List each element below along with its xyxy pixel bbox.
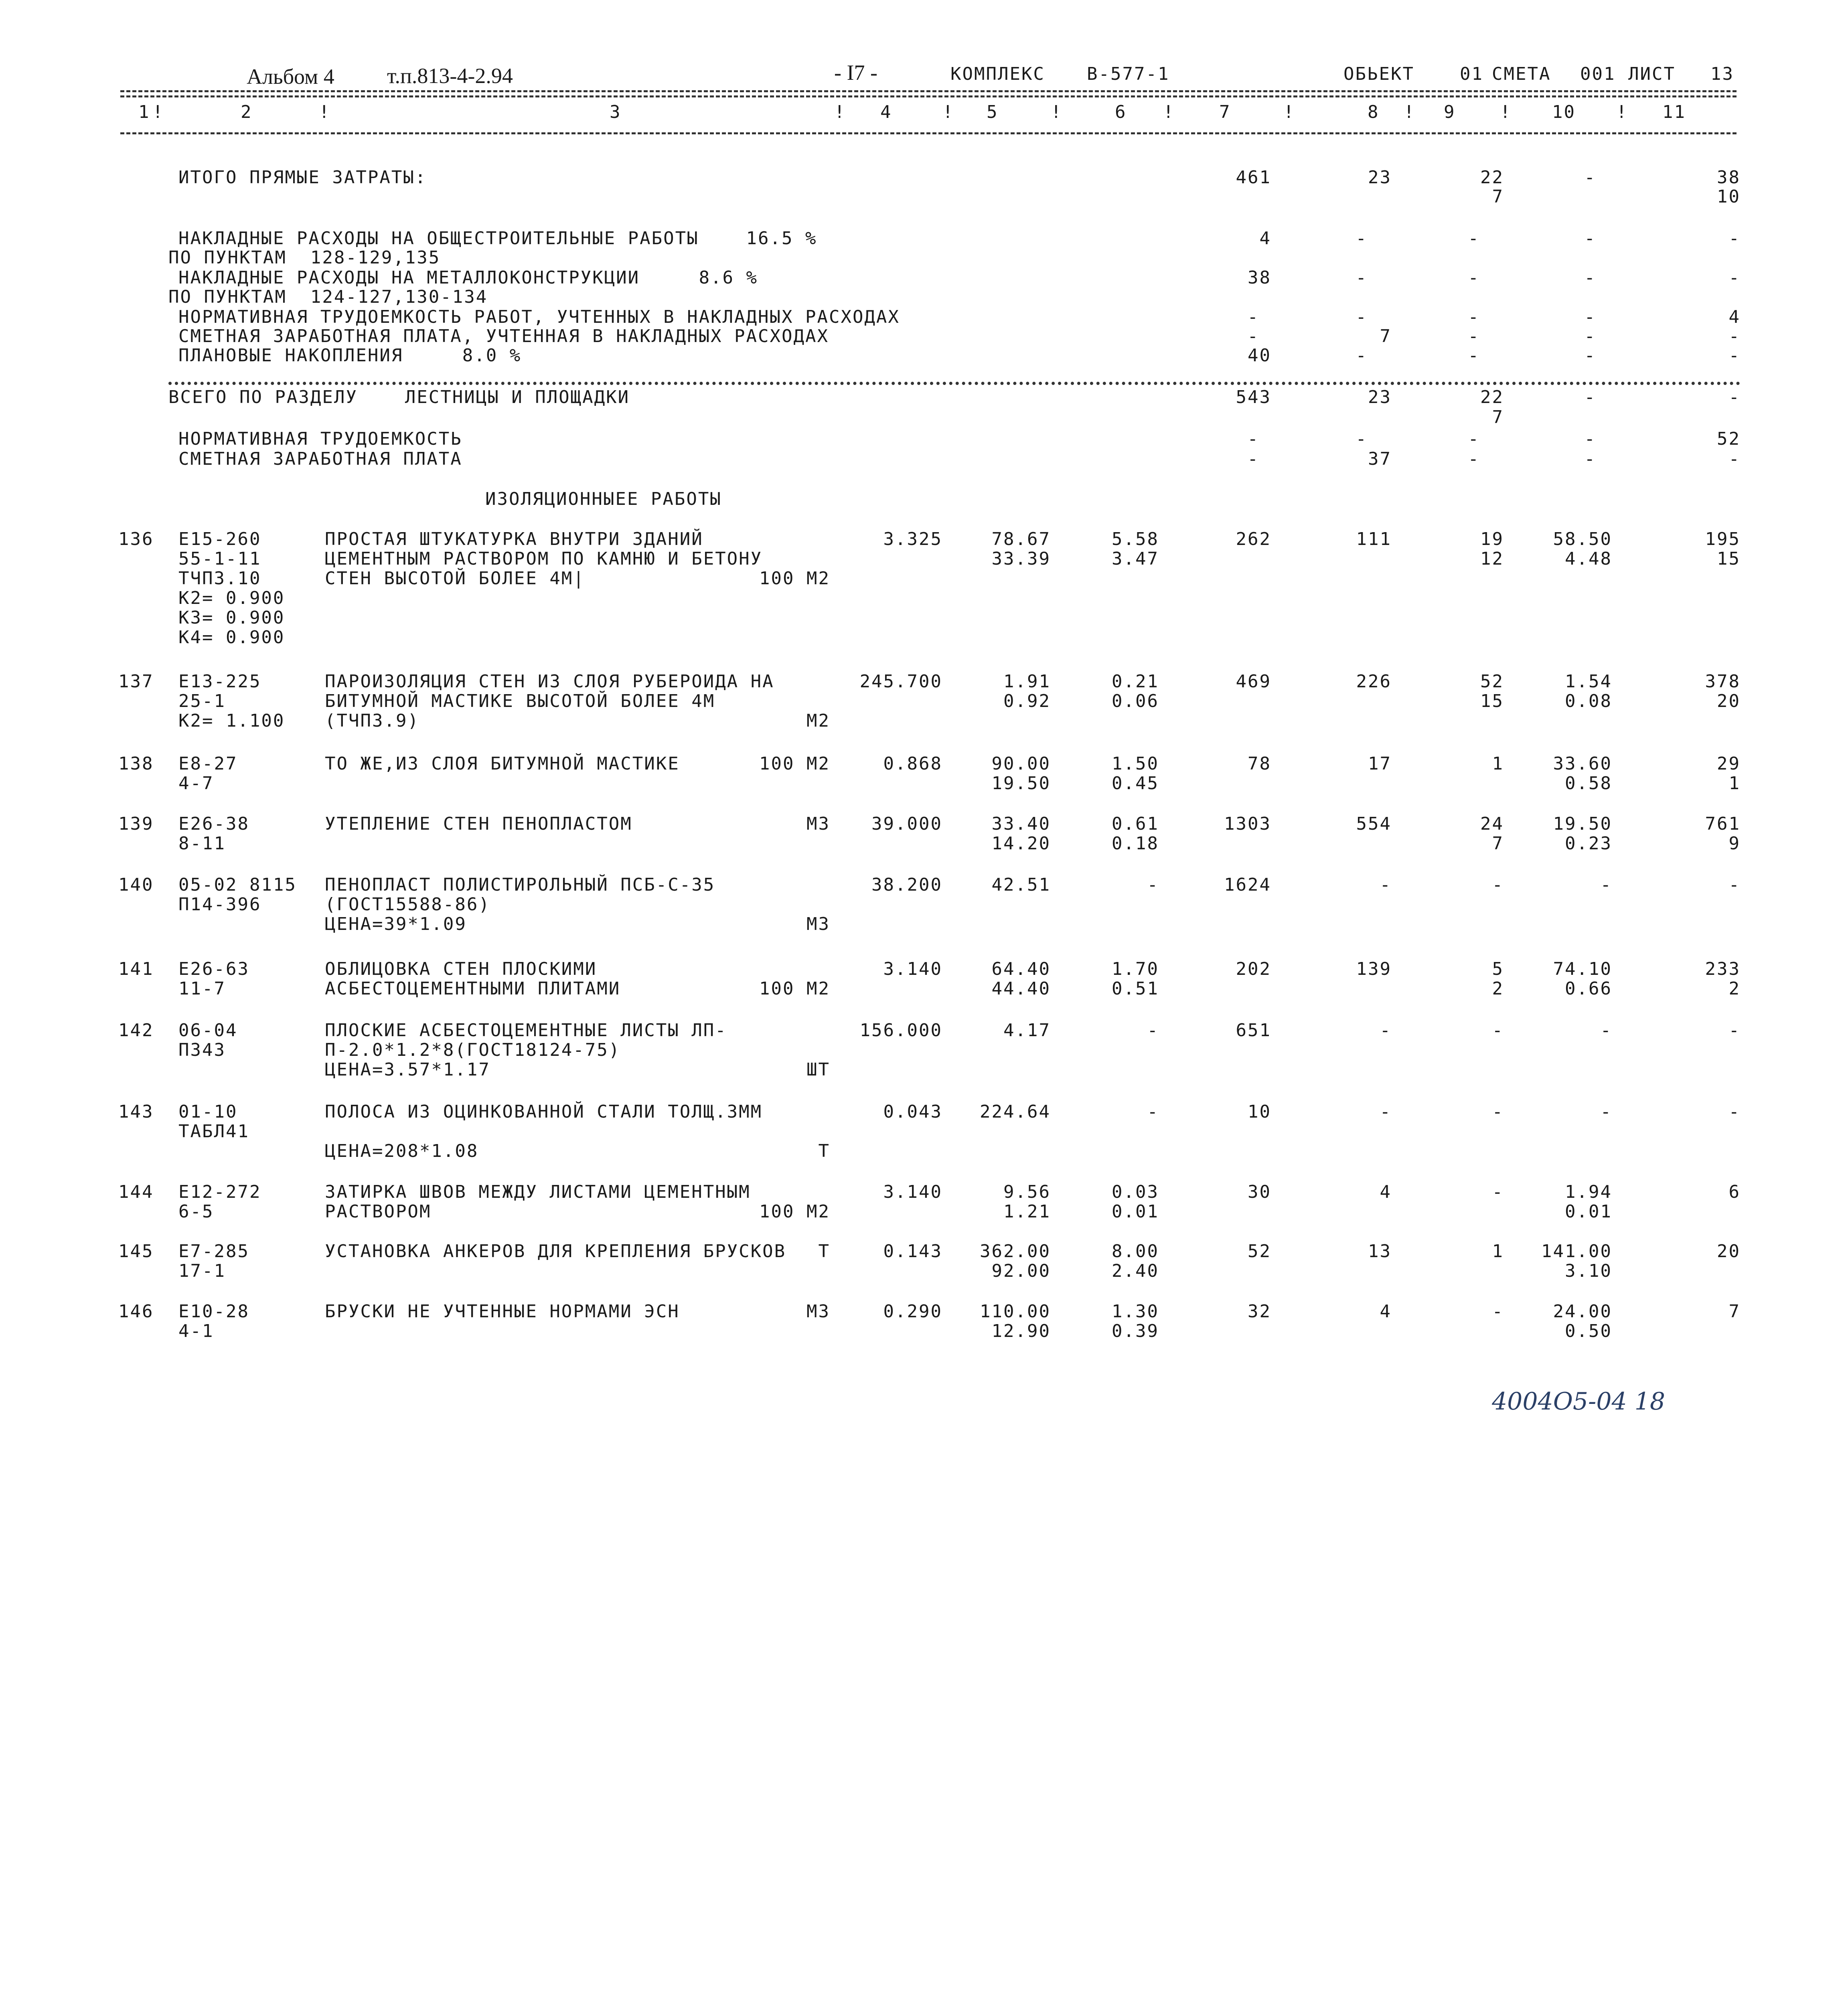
item-c7: 52 bbox=[1248, 1241, 1271, 1262]
col-num-1: 1 bbox=[138, 102, 150, 122]
col-sep: ! bbox=[152, 102, 164, 122]
item-c10: 0.50 bbox=[1565, 1321, 1612, 1341]
section-total-label: ВСЕГО ПО РАЗДЕЛУ ЛЕСТНИЦЫ И ПЛОЩАДКИ bbox=[168, 387, 630, 407]
object-number: 01 bbox=[1460, 64, 1483, 84]
item-c5: 42.51 bbox=[991, 875, 1051, 895]
col-sep: ! bbox=[1500, 102, 1512, 122]
item-c7: 10 bbox=[1248, 1102, 1271, 1122]
planned-savings-c11: - bbox=[1728, 345, 1741, 366]
item-c9: 12 bbox=[1480, 549, 1504, 569]
item-c7: 262 bbox=[1236, 529, 1271, 549]
item-c5: 12.90 bbox=[991, 1321, 1051, 1341]
item-description: УСТАНОВКА АНКЕРОВ ДЛЯ КРЕПЛЕНИЯ БРУСКОВ bbox=[325, 1241, 786, 1262]
item-code: 6-5 bbox=[178, 1201, 214, 1222]
item-c5: 92.00 bbox=[991, 1261, 1051, 1281]
item-c9: - bbox=[1492, 1182, 1504, 1202]
item-c8: 554 bbox=[1356, 814, 1392, 834]
item-c6: 0.01 bbox=[1112, 1201, 1159, 1222]
item-c9: 52 bbox=[1480, 671, 1504, 692]
item-unit: М2 bbox=[806, 711, 830, 731]
item-c8: 4 bbox=[1380, 1182, 1392, 1202]
item-c8: - bbox=[1380, 1102, 1392, 1122]
col-num-5: 5 bbox=[987, 102, 999, 122]
item-description: ЦЕМЕНТНЫМ РАСТВОРОМ ПО КАМНЮ И БЕТОНУ bbox=[325, 549, 763, 569]
item-c6: 0.03 bbox=[1112, 1182, 1159, 1202]
item-number: 143 bbox=[118, 1102, 154, 1122]
item-c7: 202 bbox=[1236, 959, 1271, 979]
smeta-number: 001 bbox=[1580, 64, 1616, 84]
item-c8: 4 bbox=[1380, 1301, 1392, 1322]
section-total-c11: - bbox=[1728, 387, 1741, 407]
col-num-6: 6 bbox=[1115, 102, 1127, 122]
item-description: ПОЛОСА ИЗ ОЦИНКОВАННОЙ СТАЛИ ТОЛЩ.3ММ bbox=[325, 1102, 763, 1122]
item-c9: 19 bbox=[1480, 529, 1504, 549]
wage-overhead-c7: - bbox=[1247, 326, 1259, 346]
wage-c9: - bbox=[1468, 449, 1480, 469]
item-c10: - bbox=[1600, 875, 1612, 895]
item-c5: 44.40 bbox=[991, 978, 1051, 999]
item-unit: Т bbox=[818, 1241, 830, 1262]
planned-savings-c10: - bbox=[1584, 345, 1596, 366]
overhead-metal-c8: - bbox=[1356, 267, 1368, 288]
item-c6: 0.06 bbox=[1112, 691, 1159, 711]
section-total-rule bbox=[168, 382, 1741, 385]
direct-costs-c11: 38 bbox=[1717, 167, 1741, 188]
item-c7: 1624 bbox=[1224, 875, 1271, 895]
norm-labor-overhead-c9: - bbox=[1468, 307, 1480, 327]
item-description: БИТУМНОЙ МАСТИКЕ ВЫСОТОЙ БОЛЕЕ 4М bbox=[325, 691, 715, 711]
item-c6: - bbox=[1147, 1020, 1159, 1041]
item-c6: - bbox=[1147, 1102, 1159, 1122]
item-c10: 141.00 bbox=[1541, 1241, 1612, 1262]
complex-code: В-577-1 bbox=[1087, 64, 1170, 84]
item-c6: 2.40 bbox=[1112, 1261, 1159, 1281]
handwritten-note: 4004О5-04 18 bbox=[1492, 1387, 1666, 1416]
item-c8: 226 bbox=[1356, 671, 1392, 692]
col-sep: ! bbox=[1163, 102, 1175, 122]
item-c10: 1.54 bbox=[1565, 671, 1612, 692]
item-c5: 4.17 bbox=[1003, 1020, 1051, 1041]
norm-labor-overhead-c8: - bbox=[1356, 307, 1368, 327]
item-c11: 2 bbox=[1728, 978, 1741, 999]
norm-labor-overhead-label: НОРМАТИВНАЯ ТРУДОЕМКОСТЬ РАБОТ, УЧТЕННЫХ В НАКЛАДНЫХ РАСХОДАХ bbox=[178, 307, 900, 327]
item-c11: 378 bbox=[1705, 671, 1741, 692]
item-c6: 0.39 bbox=[1112, 1321, 1159, 1341]
section-total-c7: 543 bbox=[1236, 387, 1271, 407]
item-c6: 1.50 bbox=[1112, 753, 1159, 774]
item-code: Е26-63 bbox=[178, 959, 249, 979]
item-c11: 7 bbox=[1728, 1301, 1741, 1322]
item-description: ЗАТИРКА ШВОВ МЕЖДУ ЛИСТАМИ ЦЕМЕНТНЫМ bbox=[325, 1182, 751, 1202]
wage-overhead-c10: - bbox=[1584, 326, 1596, 346]
norm-labor-overhead-c10: - bbox=[1584, 307, 1596, 327]
item-unit: Т bbox=[818, 1141, 830, 1161]
overhead-general-c11: - bbox=[1728, 228, 1741, 249]
item-c10: 0.01 bbox=[1565, 1201, 1612, 1222]
item-c10: 3.10 bbox=[1565, 1261, 1612, 1281]
item-c11: 20 bbox=[1717, 691, 1741, 711]
item-description: УТЕПЛЕНИЕ СТЕН ПЕНОПЛАСТОМ bbox=[325, 814, 632, 834]
item-quantity: 38.200 bbox=[871, 875, 942, 895]
item-c9: 24 bbox=[1480, 814, 1504, 834]
col-sep: ! bbox=[834, 102, 846, 122]
item-code: 11-7 bbox=[178, 978, 226, 999]
item-c6: 0.51 bbox=[1112, 978, 1159, 999]
item-number: 142 bbox=[118, 1020, 154, 1041]
item-c8: 13 bbox=[1368, 1241, 1392, 1262]
item-c8: - bbox=[1380, 1020, 1392, 1041]
norm-labor-c11: 52 bbox=[1717, 429, 1741, 449]
item-description: АСБЕСТОЦЕМЕНТНЫМИ ПЛИТАМИ bbox=[325, 978, 621, 999]
header-rule-bottom bbox=[120, 132, 1737, 134]
item-c7: 78 bbox=[1248, 753, 1271, 774]
item-code: К2= 0.900 bbox=[178, 588, 285, 608]
item-c7: 469 bbox=[1236, 671, 1271, 692]
item-code: К3= 0.900 bbox=[178, 608, 285, 628]
item-code: ТЧП3.10 bbox=[178, 568, 261, 589]
item-description: ЦЕНА=39*1.09 bbox=[325, 914, 467, 934]
item-code: 25-1 bbox=[178, 691, 226, 711]
item-c5: 1.91 bbox=[1003, 671, 1051, 692]
item-number: 144 bbox=[118, 1182, 154, 1202]
item-code: 17-1 bbox=[178, 1261, 226, 1281]
item-description: (ТЧП3.9) bbox=[325, 711, 419, 731]
item-c5: 110.00 bbox=[980, 1301, 1051, 1322]
item-code: 8-11 bbox=[178, 833, 226, 854]
item-c11: 195 bbox=[1705, 529, 1741, 549]
item-code: Е26-38 bbox=[178, 814, 249, 834]
planned-savings-c8: - bbox=[1356, 345, 1368, 366]
item-c7: 32 bbox=[1248, 1301, 1271, 1322]
section-total-c9b: 7 bbox=[1492, 407, 1504, 427]
item-c10: 33.60 bbox=[1553, 753, 1612, 774]
col-num-11: 11 bbox=[1662, 102, 1686, 122]
item-description: ПЛОСКИЕ АСБЕСТОЦЕМЕНТНЫЕ ЛИСТЫ ЛП- bbox=[325, 1020, 727, 1041]
item-c11: - bbox=[1728, 1102, 1741, 1122]
item-c10: - bbox=[1600, 1020, 1612, 1041]
item-c9: 1 bbox=[1492, 1241, 1504, 1262]
col-sep: ! bbox=[1616, 102, 1628, 122]
item-code: Е8-27 bbox=[178, 753, 238, 774]
item-c9: 7 bbox=[1492, 833, 1504, 854]
item-c6: - bbox=[1147, 875, 1159, 895]
item-description: П-2.0*1.2*8(ГОСТ18124-75) bbox=[325, 1040, 621, 1060]
overhead-metal-c9: - bbox=[1468, 267, 1480, 288]
item-c9: - bbox=[1492, 1020, 1504, 1041]
item-c5: 64.40 bbox=[991, 959, 1051, 979]
col-sep: ! bbox=[942, 102, 954, 122]
item-quantity: 3.325 bbox=[883, 529, 942, 549]
col-num-10: 10 bbox=[1552, 102, 1576, 122]
item-number: 139 bbox=[118, 814, 154, 834]
item-c6: 1.70 bbox=[1112, 959, 1159, 979]
item-number: 145 bbox=[118, 1241, 154, 1262]
item-c5: 19.50 bbox=[991, 773, 1051, 794]
item-code: Е10-28 bbox=[178, 1301, 249, 1322]
item-c6: 8.00 bbox=[1112, 1241, 1159, 1262]
item-code: Е7-285 bbox=[178, 1241, 249, 1262]
item-c10: 1.94 bbox=[1565, 1182, 1612, 1202]
item-c6: 0.61 bbox=[1112, 814, 1159, 834]
item-c6: 0.21 bbox=[1112, 671, 1159, 692]
item-code: Е12-272 bbox=[178, 1182, 261, 1202]
wage-overhead-c11: - bbox=[1728, 326, 1741, 346]
smeta-label: СМЕТА bbox=[1492, 64, 1551, 84]
norm-labor-c8: - bbox=[1356, 429, 1368, 449]
wage-overhead-c9: - bbox=[1468, 326, 1480, 346]
item-number: 138 bbox=[118, 753, 154, 774]
planned-savings-c9: - bbox=[1468, 345, 1480, 366]
sheet-number: 13 bbox=[1710, 64, 1734, 84]
wage-c11: - bbox=[1728, 449, 1741, 469]
item-c10: 19.50 bbox=[1553, 814, 1612, 834]
item-c9: 1 bbox=[1492, 753, 1504, 774]
item-c5: 33.40 bbox=[991, 814, 1051, 834]
item-code: ТАБЛ41 bbox=[178, 1121, 249, 1142]
item-c10: 0.08 bbox=[1565, 691, 1612, 711]
item-number: 141 bbox=[118, 959, 154, 979]
norm-labor-label: НОРМАТИВНАЯ ТРУДОЕМКОСТЬ bbox=[178, 429, 462, 449]
header-rule-top-2 bbox=[120, 95, 1737, 97]
direct-costs-c9b: 7 bbox=[1492, 186, 1504, 207]
item-c11: 1 bbox=[1728, 773, 1741, 794]
item-c5: 90.00 bbox=[991, 753, 1051, 774]
item-number: 137 bbox=[118, 671, 154, 692]
item-c5: 1.21 bbox=[1003, 1201, 1051, 1222]
item-c7: 651 bbox=[1236, 1020, 1271, 1041]
item-quantity: 0.290 bbox=[883, 1301, 942, 1322]
direct-costs-c10: - bbox=[1584, 167, 1596, 188]
item-description: БРУСКИ НЕ УЧТЕННЫЕ НОРМАМИ ЭСН bbox=[325, 1301, 680, 1322]
item-c11: 233 bbox=[1705, 959, 1741, 979]
item-unit: 100 М2 bbox=[759, 1201, 830, 1222]
item-c6: 0.18 bbox=[1112, 833, 1159, 854]
norm-labor-c10: - bbox=[1584, 429, 1596, 449]
item-code: К4= 0.900 bbox=[178, 627, 285, 648]
overhead-metal-line1: НАКЛАДНЫЕ РАСХОДЫ НА МЕТАЛЛОКОНСТРУКЦИИ 8.6 % bbox=[178, 267, 758, 288]
item-c10: 0.58 bbox=[1565, 773, 1612, 794]
col-num-3: 3 bbox=[610, 102, 622, 122]
overhead-metal-c11: - bbox=[1728, 267, 1741, 288]
item-code: 4-1 bbox=[178, 1321, 214, 1341]
col-sep: ! bbox=[1283, 102, 1295, 122]
overhead-general-line2: ПО ПУНКТАМ 128-129,135 bbox=[168, 247, 441, 268]
planned-savings-label: ПЛАНОВЫЕ НАКОПЛЕНИЯ 8.0 % bbox=[178, 345, 522, 366]
item-c8: 139 bbox=[1356, 959, 1392, 979]
item-code: К2= 1.100 bbox=[178, 711, 285, 731]
overhead-metal-c10: - bbox=[1584, 267, 1596, 288]
planned-savings-c7: 40 bbox=[1248, 345, 1271, 366]
item-description: ЦЕНА=208*1.08 bbox=[325, 1141, 479, 1161]
col-num-4: 4 bbox=[880, 102, 892, 122]
item-code: 55-1-11 bbox=[178, 549, 261, 569]
item-c6: 5.58 bbox=[1112, 529, 1159, 549]
item-c10: 74.10 bbox=[1553, 959, 1612, 979]
item-c10: - bbox=[1600, 1102, 1612, 1122]
col-sep: ! bbox=[319, 102, 331, 122]
item-quantity: 3.140 bbox=[883, 1182, 942, 1202]
item-c9: 5 bbox=[1492, 959, 1504, 979]
item-description: ПЕНОПЛАСТ ПОЛИСТИРОЛЬНЫЙ ПСБ-С-35 bbox=[325, 875, 715, 895]
item-number: 140 bbox=[118, 875, 154, 895]
item-c10: 0.23 bbox=[1565, 833, 1612, 854]
item-description: ПАРОИЗОЛЯЦИЯ СТЕН ИЗ СЛОЯ РУБЕРОИДА НА bbox=[325, 671, 774, 692]
wage-overhead-c8: 7 bbox=[1380, 326, 1392, 346]
wage-c8: 37 bbox=[1368, 449, 1392, 469]
item-c11: 15 bbox=[1717, 549, 1741, 569]
item-c11: 9 bbox=[1728, 833, 1741, 854]
item-unit: М3 bbox=[806, 1301, 830, 1322]
item-number: 146 bbox=[118, 1301, 154, 1322]
item-description: ПРОСТАЯ ШТУКАТУРКА ВНУТРИ ЗДАНИЙ bbox=[325, 529, 703, 549]
item-c11: 761 bbox=[1705, 814, 1741, 834]
item-c8: 17 bbox=[1368, 753, 1392, 774]
item-c7: 30 bbox=[1248, 1182, 1271, 1202]
item-c6: 1.30 bbox=[1112, 1301, 1159, 1322]
item-quantity: 0.043 bbox=[883, 1102, 942, 1122]
item-description: (ГОСТ15588-86) bbox=[325, 894, 490, 915]
section-title: ИЗОЛЯЦИОННЫЕЕ РАБОТЫ bbox=[485, 489, 722, 509]
overhead-general-line1: НАКЛАДНЫЕ РАСХОДЫ НА ОБЩЕСТРОИТЕЛЬНЫЕ РАБОТЫ 16.5 % bbox=[178, 228, 817, 249]
overhead-metal-line2: ПО ПУНКТАМ 124-127,130-134 bbox=[168, 287, 488, 307]
item-unit: 100 М2 bbox=[759, 753, 830, 774]
item-c10: 24.00 bbox=[1553, 1301, 1612, 1322]
direct-costs-c7: 461 bbox=[1236, 167, 1271, 188]
object-label: ОБЬЕКТ bbox=[1343, 64, 1414, 84]
direct-costs-c9: 22 bbox=[1480, 167, 1504, 188]
col-num-7: 7 bbox=[1219, 102, 1231, 122]
overhead-general-c10: - bbox=[1584, 228, 1596, 249]
item-c11: 29 bbox=[1717, 753, 1741, 774]
item-c10: 4.48 bbox=[1565, 549, 1612, 569]
col-sep: ! bbox=[1404, 102, 1416, 122]
norm-labor-c7: - bbox=[1247, 429, 1259, 449]
item-c11: - bbox=[1728, 1020, 1741, 1041]
item-c11: 6 bbox=[1728, 1182, 1741, 1202]
item-code: Е15-260 bbox=[178, 529, 261, 549]
section-total-c10: - bbox=[1584, 387, 1596, 407]
section-total-c8: 23 bbox=[1368, 387, 1392, 407]
item-c6: 0.45 bbox=[1112, 773, 1159, 794]
wage-label: СМЕТНАЯ ЗАРАБОТНАЯ ПЛАТА bbox=[178, 449, 462, 469]
item-description: ЦЕНА=3.57*1.17 bbox=[325, 1059, 490, 1080]
item-c8: - bbox=[1380, 875, 1392, 895]
header-rule-top bbox=[120, 90, 1737, 92]
col-num-9: 9 bbox=[1444, 102, 1456, 122]
item-code: 01-10 bbox=[178, 1102, 238, 1122]
overhead-general-c8: - bbox=[1356, 228, 1368, 249]
item-description: РАСТВОРОМ bbox=[325, 1201, 432, 1222]
item-c9: - bbox=[1492, 1301, 1504, 1322]
item-quantity: 0.868 bbox=[883, 753, 942, 774]
item-quantity: 156.000 bbox=[859, 1020, 942, 1041]
item-quantity: 0.143 bbox=[883, 1241, 942, 1262]
direct-costs-label: ИТОГО ПРЯМЫЕ ЗАТРАТЫ: bbox=[178, 167, 427, 188]
item-unit: М3 bbox=[806, 814, 830, 834]
section-total-c9: 22 bbox=[1480, 387, 1504, 407]
item-unit: ШТ bbox=[806, 1059, 830, 1080]
norm-labor-overhead-c11: 4 bbox=[1728, 307, 1741, 327]
item-c9: - bbox=[1492, 1102, 1504, 1122]
tp-number: т.п.813-4-2.94 bbox=[387, 64, 513, 88]
norm-labor-c9: - bbox=[1468, 429, 1480, 449]
wage-c7: - bbox=[1247, 449, 1259, 469]
item-c6: 3.47 bbox=[1112, 549, 1159, 569]
complex-label: КОМПЛЕКС bbox=[950, 64, 1045, 84]
item-code: Е13-225 bbox=[178, 671, 261, 692]
item-code: 06-04 bbox=[178, 1020, 238, 1041]
item-quantity: 245.700 bbox=[859, 671, 942, 692]
item-quantity: 3.140 bbox=[883, 959, 942, 979]
item-unit: 100 М2 bbox=[759, 978, 830, 999]
item-number: 136 bbox=[118, 529, 154, 549]
direct-costs-c11b: 10 bbox=[1717, 186, 1741, 207]
item-description: ТО ЖЕ,ИЗ СЛОЯ БИТУМНОЙ МАСТИКЕ bbox=[325, 753, 680, 774]
wage-overhead-label: СМЕТНАЯ ЗАРАБОТНАЯ ПЛАТА, УЧТЕННАЯ В НАКЛАДНЫХ РАСХОДАХ bbox=[178, 326, 829, 346]
item-unit: 100 М2 bbox=[759, 568, 830, 589]
sheet-label: ЛИСТ bbox=[1628, 64, 1676, 84]
item-c5: 0.92 bbox=[1003, 691, 1051, 711]
overhead-metal-c7: 38 bbox=[1248, 267, 1271, 288]
item-code: 4-7 bbox=[178, 773, 214, 794]
item-c5: 224.64 bbox=[980, 1102, 1051, 1122]
item-c10: 0.66 bbox=[1565, 978, 1612, 999]
wage-c10: - bbox=[1584, 449, 1596, 469]
item-quantity: 39.000 bbox=[871, 814, 942, 834]
item-description: ОБЛИЦОВКА СТЕН ПЛОСКИМИ bbox=[325, 959, 597, 979]
norm-labor-overhead-c7: - bbox=[1247, 307, 1259, 327]
item-c5: 33.39 bbox=[991, 549, 1051, 569]
col-num-8: 8 bbox=[1368, 102, 1380, 122]
item-c10: 58.50 bbox=[1553, 529, 1612, 549]
col-num-2: 2 bbox=[241, 102, 253, 122]
item-c5: 78.67 bbox=[991, 529, 1051, 549]
item-code: П14-396 bbox=[178, 894, 261, 915]
item-c8: 111 bbox=[1356, 529, 1392, 549]
item-c11: - bbox=[1728, 875, 1741, 895]
item-description: СТЕН ВЫСОТОЙ БОЛЕЕ 4М| bbox=[325, 568, 585, 589]
item-c9: 15 bbox=[1480, 691, 1504, 711]
page-number: - I7 - bbox=[834, 61, 877, 85]
item-c9: 2 bbox=[1492, 978, 1504, 999]
direct-costs-c8: 23 bbox=[1368, 167, 1392, 188]
item-unit: М3 bbox=[806, 914, 830, 934]
item-c7: 1303 bbox=[1224, 814, 1271, 834]
item-c5: 14.20 bbox=[991, 833, 1051, 854]
col-sep: ! bbox=[1051, 102, 1063, 122]
item-c9: - bbox=[1492, 875, 1504, 895]
item-c5: 362.00 bbox=[980, 1241, 1051, 1262]
item-c5: 9.56 bbox=[1003, 1182, 1051, 1202]
item-c11: 20 bbox=[1717, 1241, 1741, 1262]
album-label: Альбом 4 bbox=[247, 65, 334, 89]
overhead-general-c9: - bbox=[1468, 228, 1480, 249]
overhead-general-c7: 4 bbox=[1259, 228, 1271, 249]
item-code: П343 bbox=[178, 1040, 226, 1060]
item-code: 05-02 8115 bbox=[178, 875, 297, 895]
